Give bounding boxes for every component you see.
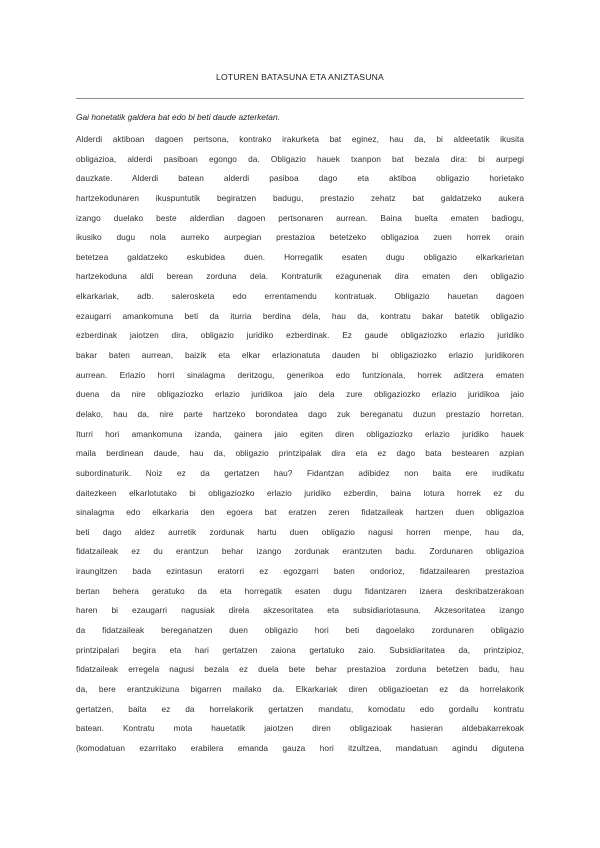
text-line: daitezkeen elkarlotutako bi obligaziozko erlazio juridiko ezberdin, baina lotura horrek ez du (76, 487, 524, 498)
text-line: fidatzaileak ez du erantzun behar izango zordunak erantzuten badu. Zordunaren obligazioa (76, 546, 524, 557)
text-line: hartzekodunaren ikuspuntutik begiratzen badugu, prestazio zehatz bat galdatzeko aukera (76, 192, 524, 203)
text-line: dauzkate. Alderdi batean alderdi pasiboa dago eta aktiboa obligazio horietako (76, 173, 524, 184)
document-title: LOTUREN BATASUNA ETA ANIZTASUNA (216, 72, 384, 82)
text-line: betetzea galdatzeko eskubidea duen. Horregatik esaten dugu obligazio elkarkarietan (76, 251, 524, 262)
text-line: iraungitzen bada ezintasun eratorri ez egozgarri baten ondorioz, fidatzailearen prestazioa (76, 566, 524, 577)
text-line: ezberdinak jaiotzen dira, obligazio juridiko ezberdinak. Ez gaude obligaziozko erlazio juridiko (76, 330, 524, 341)
text-line: elkarkariak, adb. salerosketa edo errentamendu kontratuak. Obligazio hauetan dagoen (76, 291, 524, 302)
body-paragraph (76, 130, 524, 759)
text-line: sinalagma edo elkarkaria den egoera bat eratzen zeren fidatzaileak hartzen duen obligazioa (76, 507, 524, 518)
text-line: batean. Kontratu mota hauetatik jaiotzen diren obligazioak hasieran aldebakarrekoak (76, 723, 524, 734)
text-line: beti dago aldez aurretik zordunak hartu duen obligazio nagusi horren menpe, hau da, (76, 526, 524, 537)
text-line: duena da nire obligaziozko erlazio juridikoa jaio dela zure obligaziozko erlazio juridikoa jaio (76, 389, 524, 400)
text-line: bakar baten aurrean, baizik eta elkar erlazionatuta dauden bi obligaziozko erlazio juridikoren (76, 350, 524, 361)
text-line: fidatzaileak erregela nagusi bezala ez duela bete behar prestazioa zorduna betetzen badu, hau (76, 664, 524, 675)
text-line: subordinaturik. Noiz ez da gertatzen hau? Fidantzan adibidez non baita ere irudikatu (76, 467, 524, 478)
text-line: maila berdinean daude, hau da, obligazio printzipalak dira eta ez dago bata bestearen azpian (76, 448, 524, 459)
text-line: haren bi ezaugarri nagusiak direla akzesoritatea eta subsidiariotasuna. Akzesoritatea izango (76, 605, 524, 616)
text-line: aurrean. Erlazio horri sinalagma deritzogu, generikoa edo funtzionala, horrek aditzera ematen (76, 369, 524, 380)
text-line: (komodatuan ezarritako erabilera emanda gauza hori itzultzea, mandatuan agindu digutena (76, 742, 524, 753)
text-line: obligazioa, alderdi pasiboan egongo da. Obligazio hauek txanpon bat bezala dira: bi aurpegi (76, 153, 524, 164)
title-divider (76, 98, 524, 99)
text-line: Alderdi aktiboan dagoen pertsona, kontrako irakurketa bat eginez, hau da, bi aldeetatik ikusita (76, 134, 524, 144)
text-line: printzipalari begira eta hari gertatzen zaiona gertatuko zaio. Subsidiaritatea da, printzipioz, (76, 644, 524, 655)
text-line: Iturri hori amankomuna izanda, gainera jaio egiten diren obligaziozko erlazio juridiko hauek (76, 428, 524, 439)
text-line: da fidatzaileak bereganatzen duen obligazio hori beti dagoelako zordunaren obligazio (76, 625, 524, 636)
text-line: da, bere erantzukizuna bigarren mailako da. Elkarkariak diren obligazioetan ez da horrelakorik (76, 683, 524, 694)
text-line: izango duelako beste alderdian dagoen pertsonaren aurrean. Baina buelta ematen badiogu, (76, 212, 524, 223)
subheading: Gai honetatik galdera bat edo bi beti daude azterketan. (76, 112, 280, 122)
text-line: gertatzen, baita ez da horrelakorik gertatzen mandatu, komodatu edo gordailu kontratu (76, 703, 524, 714)
text-line: hartzekoduna aldi berean zorduna dela. Kontraturik ezagunenak dira ematen den obligazio (76, 271, 524, 282)
text-line: ezaugarri amankomuna beti da iturria berdina dela, hau da, kontratu bakar batetik obligazio (76, 310, 524, 321)
text-line: bertan behera geratuko da eta horregatik esaten dugu fidantzaren izaera deskribatzerakoan (76, 585, 524, 596)
text-line: ikusiko dugu nola aurreko aurpegian prestazioa betetzeko obligazioa zuen horrek orain (76, 232, 524, 243)
text-line: delako, hau da, nire parte hartzeko borondatea dago zuk bereganatu duzun prestazio horretan. (76, 408, 524, 419)
